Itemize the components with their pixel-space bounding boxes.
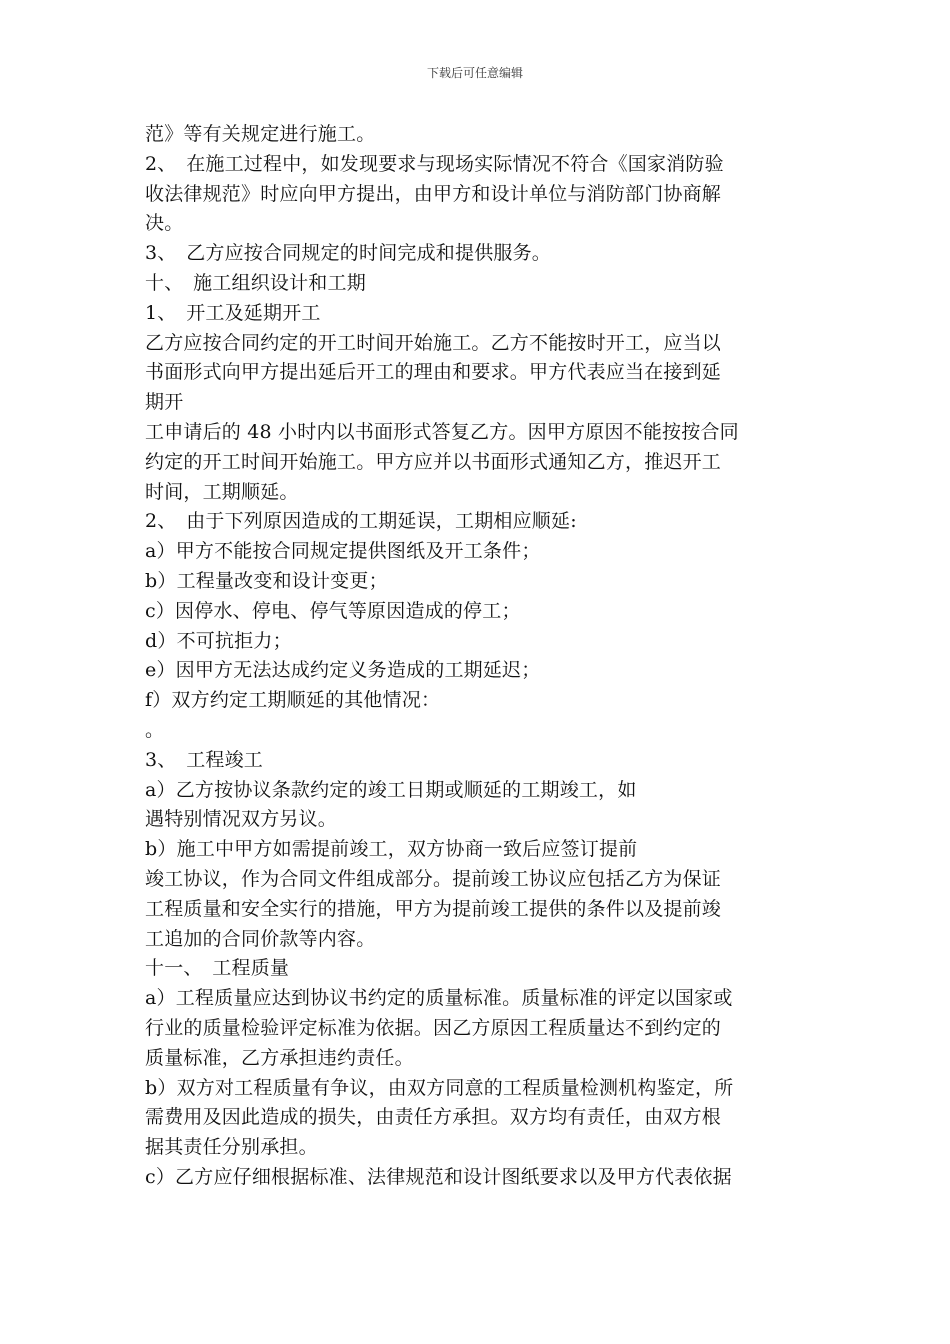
subsection-heading: 3、 工程竣工 — [145, 748, 263, 771]
list-item: a）工程质量应达到协议书约定的质量标准。质量标准的评定以国家或 — [145, 987, 733, 1010]
text-line: 期开 — [145, 391, 184, 414]
text-line: 需费用及因此造成的损失，由责任方承担。双方均有责任，由双方根 — [145, 1106, 722, 1129]
list-item: a）甲方不能按合同规定提供图纸及开工条件； — [145, 540, 541, 563]
text-line: 竣工协议，作为合同文件组成部分。提前竣工协议应包括乙方为保证 — [145, 867, 722, 890]
text-line: 决。 — [145, 212, 184, 235]
section-heading: 十一、 工程质量 — [145, 957, 290, 980]
list-item: e）因甲方无法达成约定义务造成的工期延迟； — [145, 659, 541, 682]
list-item: c）乙方应仔细根据标准、法律规范和设计图纸要求以及甲方代表依据 — [145, 1165, 732, 1188]
text-line: 收法律规范》时应向甲方提出，由甲方和设计单位与消防部门协商解 — [145, 182, 722, 205]
list-item: b）工程量改变和设计变更； — [145, 569, 388, 592]
list-item: f）双方约定工期顺延的其他情况： — [145, 689, 441, 712]
list-item: b）双方对工程质量有争议，由双方同意的工程质量检测机构鉴定，所 — [145, 1076, 734, 1099]
subsection-heading: 2、 由于下列原因造成的工期延误，工期相应顺延: — [145, 510, 577, 533]
text-line: 书面形式向甲方提出延后开工的理由和要求。甲方代表应当在接到延 — [145, 361, 722, 384]
document-body — [145, 120, 810, 1193]
text-line: 范》等有关规定进行施工。 — [145, 123, 376, 145]
list-item: c）因停水、停电、停气等原因造成的停工； — [145, 599, 521, 622]
text-line: 。 — [145, 718, 165, 741]
text-line: 行业的质量检验评定标准为依据。因乙方原因工程质量达不到约定的 — [145, 1016, 722, 1039]
text-line: 工追加的合同价款等内容。 — [145, 927, 376, 950]
subsection-heading: 1、 开工及延期开工 — [145, 301, 321, 324]
text-line: 工程质量和安全实行的措施，甲方为提前竣工提供的条件以及提前竣 — [145, 897, 722, 920]
text-line: 约定的开工时间开始施工。甲方应并以书面形式通知乙方，推迟开工 — [145, 450, 722, 473]
text-line: 2、 在施工过程中，如发现要求与现场实际情况不符合《国家消防验 — [145, 152, 724, 175]
list-item: b）施工中甲方如需提前竣工，双方协商一致后应签订提前 — [145, 838, 638, 861]
text-line: 据其责任分别承担。 — [145, 1136, 318, 1159]
list-item: d）不可抗拒力； — [145, 629, 292, 652]
section-heading: 十、 施工组织设计和工期 — [145, 271, 366, 294]
text-line: 质量标准，乙方承担违约责任。 — [145, 1046, 414, 1069]
text-line: 乙方应按合同约定的开工时间开始施工。乙方不能按时开工，应当以 — [145, 331, 722, 354]
text-line: 遇特别情况双方另议。 — [145, 808, 338, 831]
text-line: 时间，工期顺延。 — [145, 480, 299, 503]
text-line: 工申请后的 48 小时内以书面形式答复乙方。因甲方原因不能按按合同 — [145, 420, 739, 443]
list-item: a）乙方按协议条款约定的竣工日期或顺延的工期竣工，如 — [145, 778, 637, 801]
page-header-note: 下载后可任意编辑 — [426, 66, 523, 80]
text-line: 3、 乙方应按合同规定的时间完成和提供服务。 — [145, 242, 551, 265]
